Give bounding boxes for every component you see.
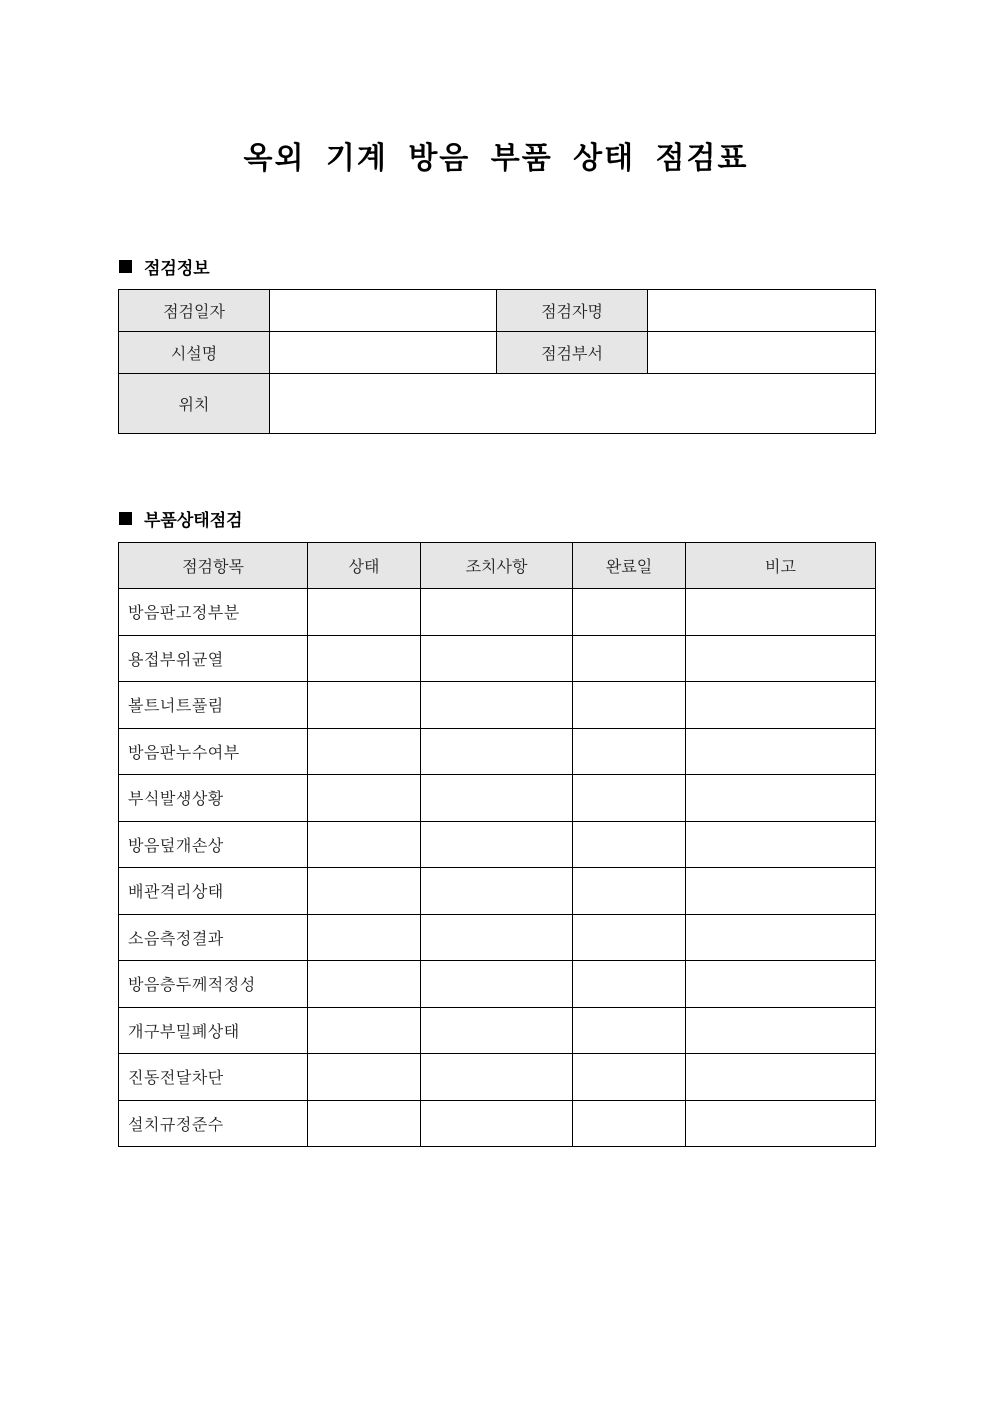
item-cell: 부식발생상황	[119, 775, 308, 822]
item-cell: 소음측정결과	[119, 914, 308, 961]
column-header-status: 상태	[308, 543, 421, 589]
action-cell[interactable]	[421, 775, 573, 822]
status-cell[interactable]	[308, 775, 421, 822]
section-heading-info	[119, 254, 210, 279]
status-cell[interactable]	[308, 868, 421, 915]
table-header-row	[119, 543, 876, 589]
item-cell: 배관격리상태	[119, 868, 308, 915]
date-label: 점검일자	[119, 290, 270, 332]
item-cell: 방음층두께적정성	[119, 961, 308, 1008]
facility-field[interactable]	[270, 332, 497, 374]
inspector-label: 점검자명	[497, 290, 648, 332]
note-cell[interactable]	[686, 635, 876, 682]
action-cell[interactable]	[421, 1007, 573, 1054]
inspector-field[interactable]	[648, 290, 876, 332]
done-date-cell[interactable]	[573, 775, 686, 822]
section-heading-parts	[119, 506, 243, 531]
done-date-cell[interactable]	[573, 914, 686, 961]
column-header-item: 점검항목	[119, 543, 308, 589]
square-bullet-icon	[119, 512, 132, 525]
done-date-cell[interactable]	[573, 868, 686, 915]
done-date-cell[interactable]	[573, 961, 686, 1008]
square-bullet-icon	[119, 260, 132, 273]
done-date-cell[interactable]	[573, 821, 686, 868]
note-cell[interactable]	[686, 1007, 876, 1054]
table-row	[119, 868, 876, 915]
note-cell[interactable]	[686, 775, 876, 822]
action-cell[interactable]	[421, 1100, 573, 1147]
table-row	[119, 1100, 876, 1147]
table-row	[119, 1054, 876, 1101]
action-cell[interactable]	[421, 821, 573, 868]
item-cell: 개구부밀폐상태	[119, 1007, 308, 1054]
status-cell[interactable]	[308, 682, 421, 729]
department-label: 점검부서	[497, 332, 648, 374]
done-date-cell[interactable]	[573, 1054, 686, 1101]
table-row	[119, 635, 876, 682]
done-date-cell[interactable]	[573, 589, 686, 636]
table-row	[119, 961, 876, 1008]
status-cell[interactable]	[308, 821, 421, 868]
status-cell[interactable]	[308, 914, 421, 961]
date-field[interactable]	[270, 290, 497, 332]
item-cell: 방음판누수여부	[119, 728, 308, 775]
item-cell: 볼트너트풀림	[119, 682, 308, 729]
status-cell[interactable]	[308, 589, 421, 636]
location-label: 위치	[119, 374, 270, 434]
item-cell: 설치규정준수	[119, 1100, 308, 1147]
note-cell[interactable]	[686, 821, 876, 868]
table-row	[119, 682, 876, 729]
action-cell[interactable]	[421, 635, 573, 682]
action-cell[interactable]	[421, 868, 573, 915]
status-cell[interactable]	[308, 1054, 421, 1101]
status-cell[interactable]	[308, 1100, 421, 1147]
note-cell[interactable]	[686, 868, 876, 915]
done-date-cell[interactable]	[573, 1007, 686, 1054]
note-cell[interactable]	[686, 1100, 876, 1147]
note-cell[interactable]	[686, 682, 876, 729]
document-title: 옥외 기계 방음 부품 상태 점검표	[243, 141, 749, 176]
column-header-note: 비고	[686, 543, 876, 589]
parts-status-table	[118, 542, 876, 1147]
section-heading-label: 부품상태점검	[144, 511, 243, 531]
section-heading-label: 점검정보	[144, 259, 210, 279]
table-row	[119, 589, 876, 636]
table-row	[119, 728, 876, 775]
status-cell[interactable]	[308, 1007, 421, 1054]
item-cell: 방음덮개손상	[119, 821, 308, 868]
action-cell[interactable]	[421, 961, 573, 1008]
action-cell[interactable]	[421, 914, 573, 961]
status-cell[interactable]	[308, 961, 421, 1008]
note-cell[interactable]	[686, 728, 876, 775]
column-header-done-date: 완료일	[573, 543, 686, 589]
table-row	[119, 821, 876, 868]
action-cell[interactable]	[421, 589, 573, 636]
action-cell[interactable]	[421, 682, 573, 729]
action-cell[interactable]	[421, 728, 573, 775]
inspection-info-table	[118, 289, 876, 434]
table-row	[119, 1007, 876, 1054]
item-cell: 용접부위균열	[119, 635, 308, 682]
action-cell[interactable]	[421, 1054, 573, 1101]
done-date-cell[interactable]	[573, 682, 686, 729]
done-date-cell[interactable]	[573, 728, 686, 775]
done-date-cell[interactable]	[573, 635, 686, 682]
item-cell: 진동전달차단	[119, 1054, 308, 1101]
note-cell[interactable]	[686, 961, 876, 1008]
item-cell: 방음판고정부분	[119, 589, 308, 636]
facility-label: 시설명	[119, 332, 270, 374]
done-date-cell[interactable]	[573, 1100, 686, 1147]
location-field[interactable]	[270, 374, 876, 434]
note-cell[interactable]	[686, 1054, 876, 1101]
note-cell[interactable]	[686, 589, 876, 636]
table-row	[119, 775, 876, 822]
note-cell[interactable]	[686, 914, 876, 961]
status-cell[interactable]	[308, 728, 421, 775]
table-row	[119, 914, 876, 961]
column-header-action: 조치사항	[421, 543, 573, 589]
department-field[interactable]	[648, 332, 876, 374]
status-cell[interactable]	[308, 635, 421, 682]
